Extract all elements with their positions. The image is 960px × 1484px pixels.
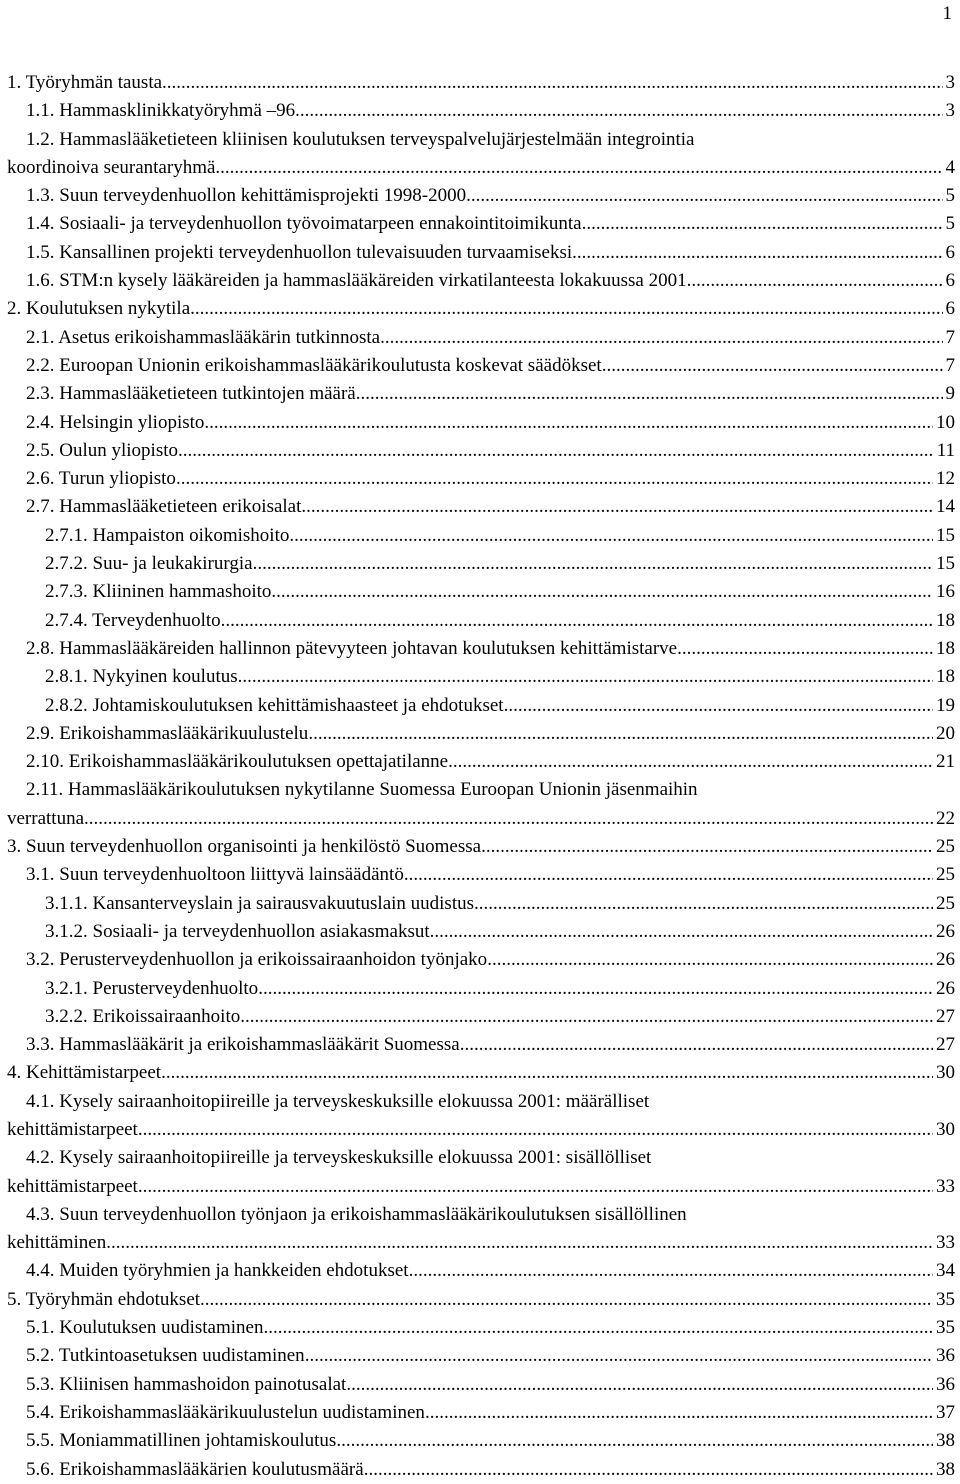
toc-entry-label: 4. Kehittämistarpeet bbox=[7, 1062, 162, 1084]
toc-entry[interactable] bbox=[7, 210, 955, 238]
toc-entry-label: 2.10. Erikoishammaslääkärikoulutuksen opettajatilanne bbox=[26, 751, 449, 773]
dot-leader bbox=[271, 578, 933, 606]
toc-entry[interactable] bbox=[7, 295, 955, 323]
toc-entry[interactable] bbox=[7, 1031, 955, 1059]
toc-page-number: 5 bbox=[945, 185, 955, 207]
toc-entry[interactable] bbox=[7, 1144, 955, 1201]
toc-entry-label: 1.1. Hammasklinikkatyöryhmä –96 bbox=[26, 100, 296, 122]
toc-entry-label: 2.7.1. Hampaiston oikomishoito bbox=[45, 524, 290, 546]
toc-page-number: 26 bbox=[936, 977, 955, 999]
toc-entry-label-continued: verrattuna bbox=[7, 807, 85, 829]
toc-entry[interactable] bbox=[7, 1286, 955, 1314]
toc-entry-label: 2.7. Hammaslääketieteen erikoisalat bbox=[26, 496, 302, 518]
toc-page-number: 4 bbox=[945, 156, 955, 178]
toc-entry-label: 3.3. Hammaslääkärit ja erikoishammaslääkärit Suomessa bbox=[26, 1034, 460, 1056]
toc-page-number: 7 bbox=[945, 354, 955, 376]
toc-page-number: 36 bbox=[936, 1345, 955, 1367]
toc-page-number: 27 bbox=[936, 1005, 955, 1027]
dot-leader bbox=[448, 748, 933, 776]
toc-entry[interactable] bbox=[7, 437, 955, 465]
dot-leader bbox=[364, 1456, 933, 1484]
toc-entry[interactable] bbox=[7, 182, 955, 210]
toc-entry[interactable] bbox=[7, 324, 955, 352]
toc-page-number: 6 bbox=[945, 270, 955, 292]
toc-page-number: 34 bbox=[936, 1260, 955, 1282]
toc-entry[interactable] bbox=[7, 720, 955, 748]
dot-leader bbox=[190, 295, 942, 323]
toc-entry[interactable] bbox=[7, 69, 955, 97]
dot-leader bbox=[240, 1003, 933, 1031]
toc-page-number: 18 bbox=[936, 666, 955, 688]
toc-entry-label: 2.9. Erikoishammaslääkärikuulustelu bbox=[26, 722, 309, 744]
toc-entry-label: 1.4. Sosiaali- ja terveydenhuollon työvoimatarpeen ennakointitoimikunta bbox=[26, 213, 582, 235]
toc-entry[interactable] bbox=[7, 663, 955, 691]
toc-page-number: 19 bbox=[936, 694, 955, 716]
toc-page-number: 25 bbox=[936, 836, 955, 858]
dot-leader bbox=[425, 1399, 933, 1427]
toc-entry-label: 3.2. Perusterveydenhuollon ja erikoissairaanhoidon työnjako bbox=[26, 949, 488, 971]
dot-leader bbox=[572, 239, 942, 267]
toc-entry[interactable] bbox=[7, 578, 955, 606]
toc-page-number: 18 bbox=[936, 609, 955, 631]
toc-entry[interactable] bbox=[7, 1427, 955, 1455]
toc-page-number: 16 bbox=[936, 581, 955, 603]
toc-entry[interactable] bbox=[7, 493, 955, 521]
dot-leader bbox=[308, 720, 933, 748]
toc-entry[interactable] bbox=[7, 1003, 955, 1031]
dot-leader bbox=[258, 975, 933, 1003]
dot-leader bbox=[336, 1427, 933, 1455]
toc-entry-label: 2.4. Helsingin yliopisto bbox=[26, 411, 205, 433]
dot-leader bbox=[487, 946, 933, 974]
toc-page-number: 9 bbox=[945, 383, 955, 405]
toc-page-number: 18 bbox=[936, 637, 955, 659]
toc-entry-label: 2.11. Hammaslääkärikoulutuksen nykytilanne Suomessa Euroopan Unionin jäsenmaihin bbox=[26, 779, 698, 801]
toc-entry-label: 3.2.1. Perusterveydenhuolto bbox=[45, 977, 259, 999]
dot-leader bbox=[215, 154, 942, 182]
toc-page-number: 26 bbox=[936, 949, 955, 971]
toc-entry-label: 3.1.1. Kansanterveyslain ja sairausvakuutuslain uudistus bbox=[45, 892, 475, 914]
toc-entry[interactable] bbox=[7, 918, 955, 946]
dot-leader bbox=[162, 69, 942, 97]
toc-page-number: 14 bbox=[936, 496, 955, 518]
dot-leader bbox=[238, 663, 933, 691]
toc-entry-label-continued: kehittäminen bbox=[7, 1232, 107, 1254]
toc-entry-label: 1.3. Suun terveydenhuollon kehittämisprojekti 1998-2000 bbox=[26, 185, 467, 207]
dot-leader bbox=[161, 1059, 933, 1087]
toc-entry[interactable] bbox=[7, 126, 955, 183]
toc-page-number: 22 bbox=[936, 807, 955, 829]
toc-entry-label: 5.6. Erikoishammaslääkärien koulutusmäärä bbox=[26, 1458, 364, 1480]
toc-page-number: 20 bbox=[936, 722, 955, 744]
toc-entry[interactable] bbox=[7, 1088, 955, 1145]
toc-entry-label: 5.2. Tutkintoasetuksen uudistaminen bbox=[26, 1345, 305, 1367]
toc-entry-label: 2.7.2. Suu- ja leukakirurgia bbox=[45, 553, 253, 575]
toc-entry[interactable] bbox=[7, 1456, 955, 1484]
dot-leader bbox=[84, 805, 933, 833]
toc-page-number: 37 bbox=[936, 1401, 955, 1423]
toc-entry-label: 2.8.2. Johtamiskoulutuksen kehittämishaasteet ja ehdotukset bbox=[45, 694, 504, 716]
toc-page-number: 11 bbox=[936, 439, 955, 461]
dot-leader bbox=[602, 352, 943, 380]
toc-entry[interactable] bbox=[7, 833, 955, 861]
toc-entry[interactable] bbox=[7, 1257, 955, 1285]
toc-page-number: 12 bbox=[936, 468, 955, 490]
dot-leader bbox=[380, 324, 942, 352]
dot-leader bbox=[474, 890, 933, 918]
toc-entry-label: 3.1.2. Sosiaali- ja terveydenhuollon asiakasmaksut bbox=[45, 920, 430, 942]
toc-entry[interactable] bbox=[7, 946, 955, 974]
toc-entry-label: 1.2. Hammaslääketieteen kliinisen koulutuksen terveyspalvelujärjestelmään integrointia bbox=[26, 128, 695, 150]
dot-leader bbox=[409, 1257, 933, 1285]
toc-entry-label: 5.1. Koulutuksen uudistaminen bbox=[26, 1317, 264, 1339]
toc-page-number: 35 bbox=[936, 1317, 955, 1339]
dot-leader bbox=[504, 692, 933, 720]
page-number: 1 bbox=[942, 3, 952, 24]
dot-leader bbox=[295, 97, 942, 125]
dot-leader bbox=[178, 437, 934, 465]
toc-page-number: 36 bbox=[936, 1373, 955, 1395]
dot-leader bbox=[404, 861, 933, 889]
toc-entry-label: 2.5. Oulun yliopisto bbox=[26, 439, 179, 461]
dot-leader bbox=[346, 1371, 933, 1399]
toc-page-number: 33 bbox=[936, 1175, 955, 1197]
toc-entry-label: 1. Työryhmän tausta bbox=[7, 72, 163, 93]
dot-leader bbox=[356, 380, 943, 408]
toc-entry[interactable] bbox=[7, 380, 955, 408]
toc-entry[interactable] bbox=[7, 1371, 955, 1399]
toc-entry[interactable] bbox=[7, 748, 955, 776]
toc-entry-label: 3.2.2. Erikoissairaanhoito bbox=[45, 1005, 241, 1027]
toc-page-number: 3 bbox=[945, 72, 955, 93]
toc-page-number: 33 bbox=[936, 1232, 955, 1254]
toc-entry-label: 5. Työryhmän ehdotukset bbox=[7, 1288, 201, 1310]
toc-entry-label: 2.2. Euroopan Unionin erikoishammaslääkärikoulutusta koskevat säädökset bbox=[26, 354, 602, 376]
toc-entry[interactable] bbox=[7, 776, 955, 833]
dot-leader bbox=[460, 1031, 933, 1059]
toc-entry[interactable] bbox=[7, 975, 955, 1003]
table-of-contents bbox=[7, 69, 955, 1484]
dot-leader bbox=[138, 1173, 933, 1201]
toc-entry[interactable] bbox=[7, 1399, 955, 1427]
toc-entry-label: 2.7.3. Kliininen hammashoito bbox=[45, 581, 272, 603]
toc-entry-label-continued: kehittämistarpeet bbox=[7, 1175, 138, 1197]
toc-entry-label: 2. Koulutuksen nykytila bbox=[7, 298, 191, 320]
toc-entry-label: 2.8. Hammaslääkäreiden hallinnon pätevyyteen johtavan koulutuksen kehittämistarve bbox=[26, 637, 678, 659]
toc-entry[interactable] bbox=[7, 1314, 955, 1342]
toc-entry-label: 4.3. Suun terveydenhuollon työnjaon ja erikoishammaslääkärikoulutuksen sisällöllinen bbox=[26, 1203, 687, 1225]
toc-entry[interactable] bbox=[7, 607, 955, 635]
toc-entry-label: 2.6. Turun yliopisto bbox=[26, 468, 176, 490]
toc-entry[interactable] bbox=[7, 635, 955, 663]
dot-leader bbox=[263, 1314, 933, 1342]
toc-entry-label-continued: kehittämistarpeet bbox=[7, 1118, 138, 1140]
toc-page-number: 25 bbox=[936, 864, 955, 886]
toc-entry[interactable] bbox=[7, 1342, 955, 1370]
toc-page-number: 26 bbox=[936, 920, 955, 942]
dot-leader bbox=[430, 918, 933, 946]
toc-page-number: 15 bbox=[936, 524, 955, 546]
dot-leader bbox=[106, 1229, 933, 1257]
toc-entry-label: 4.4. Muiden työryhmien ja hankkeiden ehdotukset bbox=[26, 1260, 409, 1282]
toc-entry[interactable] bbox=[7, 861, 955, 889]
toc-entry[interactable] bbox=[7, 692, 955, 720]
toc-page-number: 35 bbox=[936, 1288, 955, 1310]
toc-entry-label: 2.8.1. Nykyinen koulutus bbox=[45, 666, 238, 688]
dot-leader bbox=[253, 550, 933, 578]
toc-entry-label: 5.3. Kliinisen hammashoidon painotusalat bbox=[26, 1373, 347, 1395]
toc-entry-label: 3.1. Suun terveydenhuoltoon liittyvä lainsäädäntö bbox=[26, 864, 404, 886]
toc-page-number: 5 bbox=[945, 213, 955, 235]
dot-leader bbox=[301, 493, 933, 521]
toc-entry[interactable] bbox=[7, 465, 955, 493]
toc-entry[interactable] bbox=[7, 239, 955, 267]
toc-page-number: 21 bbox=[936, 751, 955, 773]
toc-page-number: 38 bbox=[936, 1430, 955, 1452]
dot-leader bbox=[138, 1116, 933, 1144]
toc-entry-label-continued: koordinoiva seurantaryhmä bbox=[7, 156, 216, 178]
toc-entry-label: 4.2. Kysely sairaanhoitopiireille ja terveyskeskuksille elokuussa 2001: sisällölliset bbox=[26, 1147, 652, 1169]
toc-entry[interactable] bbox=[7, 352, 955, 380]
toc-entry-label: 2.7.4. Terveydenhuolto bbox=[45, 609, 221, 631]
toc-page-number: 7 bbox=[945, 326, 955, 348]
toc-entry-label: 2.3. Hammaslääketieteen tutkintojen määrä bbox=[26, 383, 356, 405]
toc-entry[interactable] bbox=[7, 409, 955, 437]
dot-leader bbox=[176, 465, 933, 493]
dot-leader bbox=[481, 833, 933, 861]
dot-leader bbox=[200, 1286, 933, 1314]
toc-page-number: 10 bbox=[936, 411, 955, 433]
dot-leader bbox=[204, 409, 933, 437]
toc-page-number: 6 bbox=[945, 241, 955, 263]
toc-entry-label: 5.4. Erikoishammaslääkärikuulustelun uudistaminen bbox=[26, 1401, 425, 1423]
toc-page-number: 6 bbox=[945, 298, 955, 320]
toc-entry[interactable] bbox=[7, 890, 955, 918]
toc-entry-label: 1.6. STM:n kysely lääkäreiden ja hammaslääkäreiden virkatilanteesta lokakuussa 2001 bbox=[26, 270, 687, 292]
toc-page-number: 30 bbox=[936, 1118, 955, 1140]
dot-leader bbox=[466, 182, 942, 210]
toc-entry-label: 2.1. Asetus erikoishammaslääkärin tutkinnosta bbox=[26, 326, 381, 348]
dot-leader bbox=[221, 607, 933, 635]
toc-page-number: 27 bbox=[936, 1034, 955, 1056]
toc-entry-label: 1.5. Kansallinen projekti terveydenhuollon tulevaisuuden turvaamiseksi bbox=[26, 241, 573, 263]
toc-entry[interactable] bbox=[7, 267, 955, 295]
toc-entry[interactable] bbox=[7, 1059, 955, 1087]
toc-page-number: 3 bbox=[945, 100, 955, 122]
toc-entry-label: 5.5. Moniammatillinen johtamiskoulutus bbox=[26, 1430, 337, 1452]
toc-entry-label: 3. Suun terveydenhuollon organisointi ja henkilöstö Suomessa bbox=[7, 836, 482, 858]
dot-leader bbox=[289, 522, 933, 550]
toc-entry[interactable] bbox=[7, 522, 955, 550]
toc-entry-label: 4.1. Kysely sairaanhoitopiireille ja terveyskeskuksille elokuussa 2001: määrälliset bbox=[26, 1090, 650, 1112]
toc-entry[interactable] bbox=[7, 97, 955, 125]
dot-leader bbox=[582, 210, 943, 238]
toc-page-number: 38 bbox=[936, 1458, 955, 1480]
dot-leader bbox=[677, 635, 933, 663]
toc-page-number: 25 bbox=[936, 892, 955, 914]
toc-entry[interactable] bbox=[7, 550, 955, 578]
toc-entry[interactable] bbox=[7, 1201, 955, 1258]
toc-page-number: 30 bbox=[936, 1062, 955, 1084]
dot-leader bbox=[305, 1342, 933, 1370]
toc-page-number: 15 bbox=[936, 553, 955, 575]
dot-leader bbox=[687, 267, 943, 295]
